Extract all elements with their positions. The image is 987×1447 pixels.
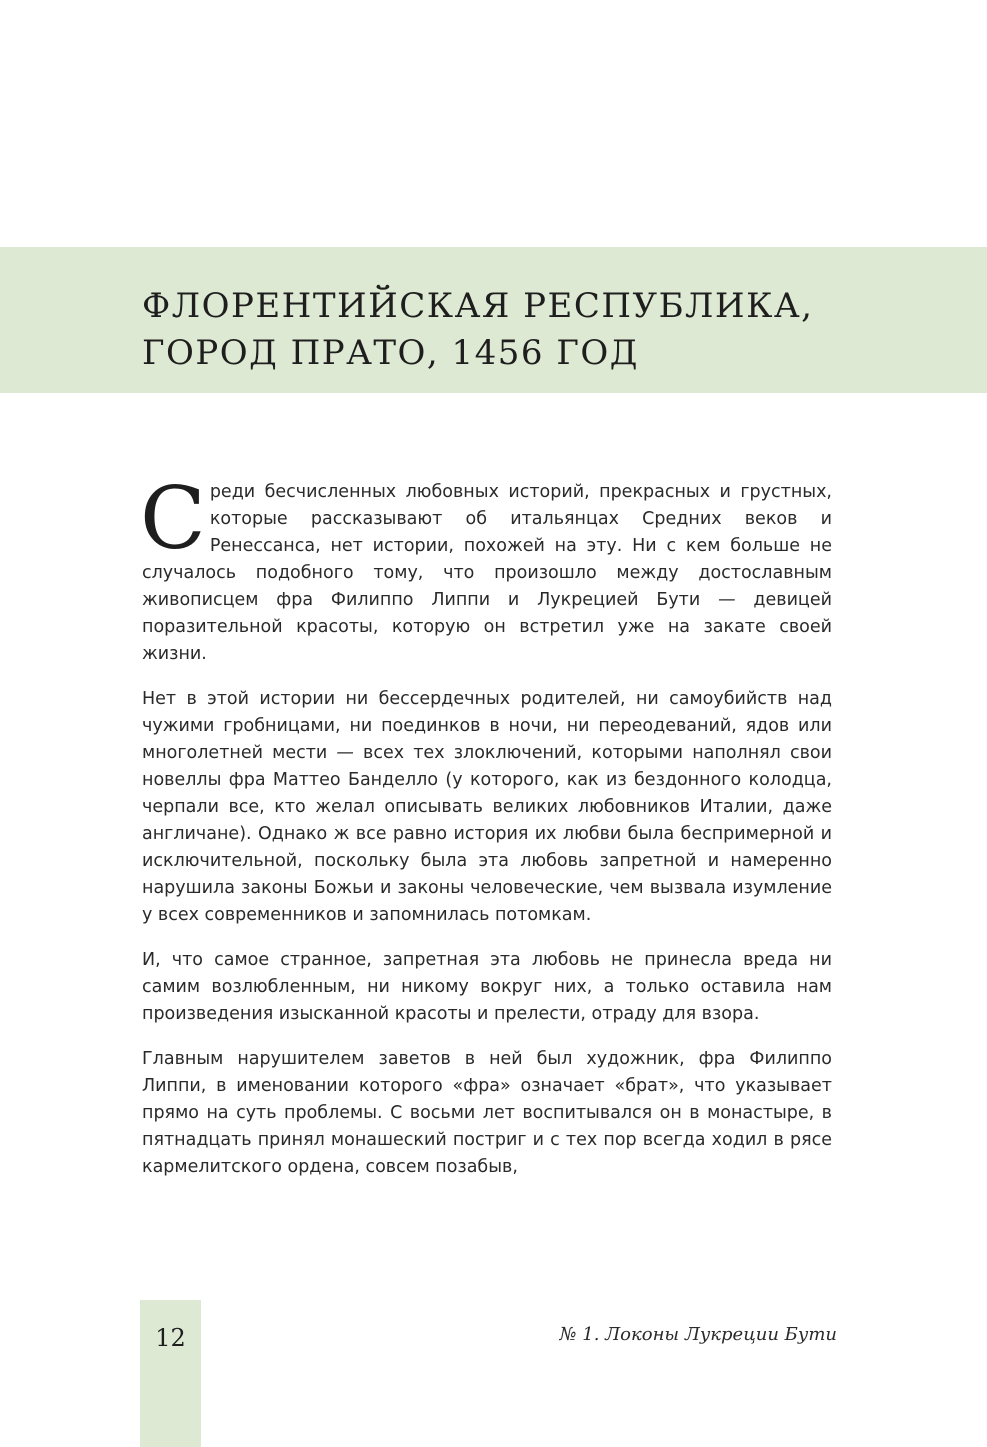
page-number: 12: [155, 1324, 186, 1352]
chapter-title-line-2: ГОРОД ПРАТО, 1456 ГОД: [142, 333, 639, 373]
chapter-title: [142, 283, 862, 377]
page-number-tab: [140, 1300, 201, 1447]
body-text: [140, 469, 832, 1199]
chapter-title-line-1: ФЛОРЕНТИЙСКАЯ РЕСПУБЛИКА,: [142, 286, 814, 326]
paragraph-4: Главным нарушителем заветов в ней был художник, фра Филиппо Липпи, в именовании которого «фра» означает «брат», что указывает прямо на суть проблемы. С восьми лет воспитывался он в монастыре, в пятнадцать принял монашеский постриг и с тех пор всегда ходил в рясе кармелитского ордена, совсем позабыв,: [142, 1049, 832, 1177]
drop-cap: С: [140, 469, 206, 569]
paragraph-1: [140, 469, 832, 668]
paragraph-1-text: реди бесчисленных любовных историй, прекрасных и грустных, которые рассказывают об итальянцах Средних веков и Ренессанса, нет истории, похожей на эту. Ни с кем больше не случалось подобного тому, что произошло между достославным живописцем фра Филиппо Липпи и Лукрецией Бути — девицей поразительной красоты, которую он встретил уже на закате своей жизни.: [142, 482, 832, 664]
running-footer-title: № 1. Локоны Лукреции Бути: [559, 1324, 837, 1345]
paragraph-3: И, что самое странное, запретная эта любовь не принесла вреда ни самим возлюбленным, ни никому вокруг них, а только оставила нам произведения изысканной красоты и прелести, отраду для взора.: [142, 950, 832, 1024]
paragraph-2: Нет в этой истории ни бессердечных родителей, ни самоубийств над чужими гробницами, ни поединков в ночи, ни переодеваний, ядов или многолетней мести — всех тех злоключений, которыми наполнял свои новеллы фра Маттео Банделло (у которого, как из бездонного колодца, черпали все, кто желал описывать великих любовников Италии, даже англичане). Однако ж все равно история их любви была беспримерной и исключительной, поскольку была эта любовь запретной и намеренно нарушила законы Божьи и законы человеческие, чем вызвала изумление у всех современников и запомнилась потомкам.: [142, 689, 832, 925]
